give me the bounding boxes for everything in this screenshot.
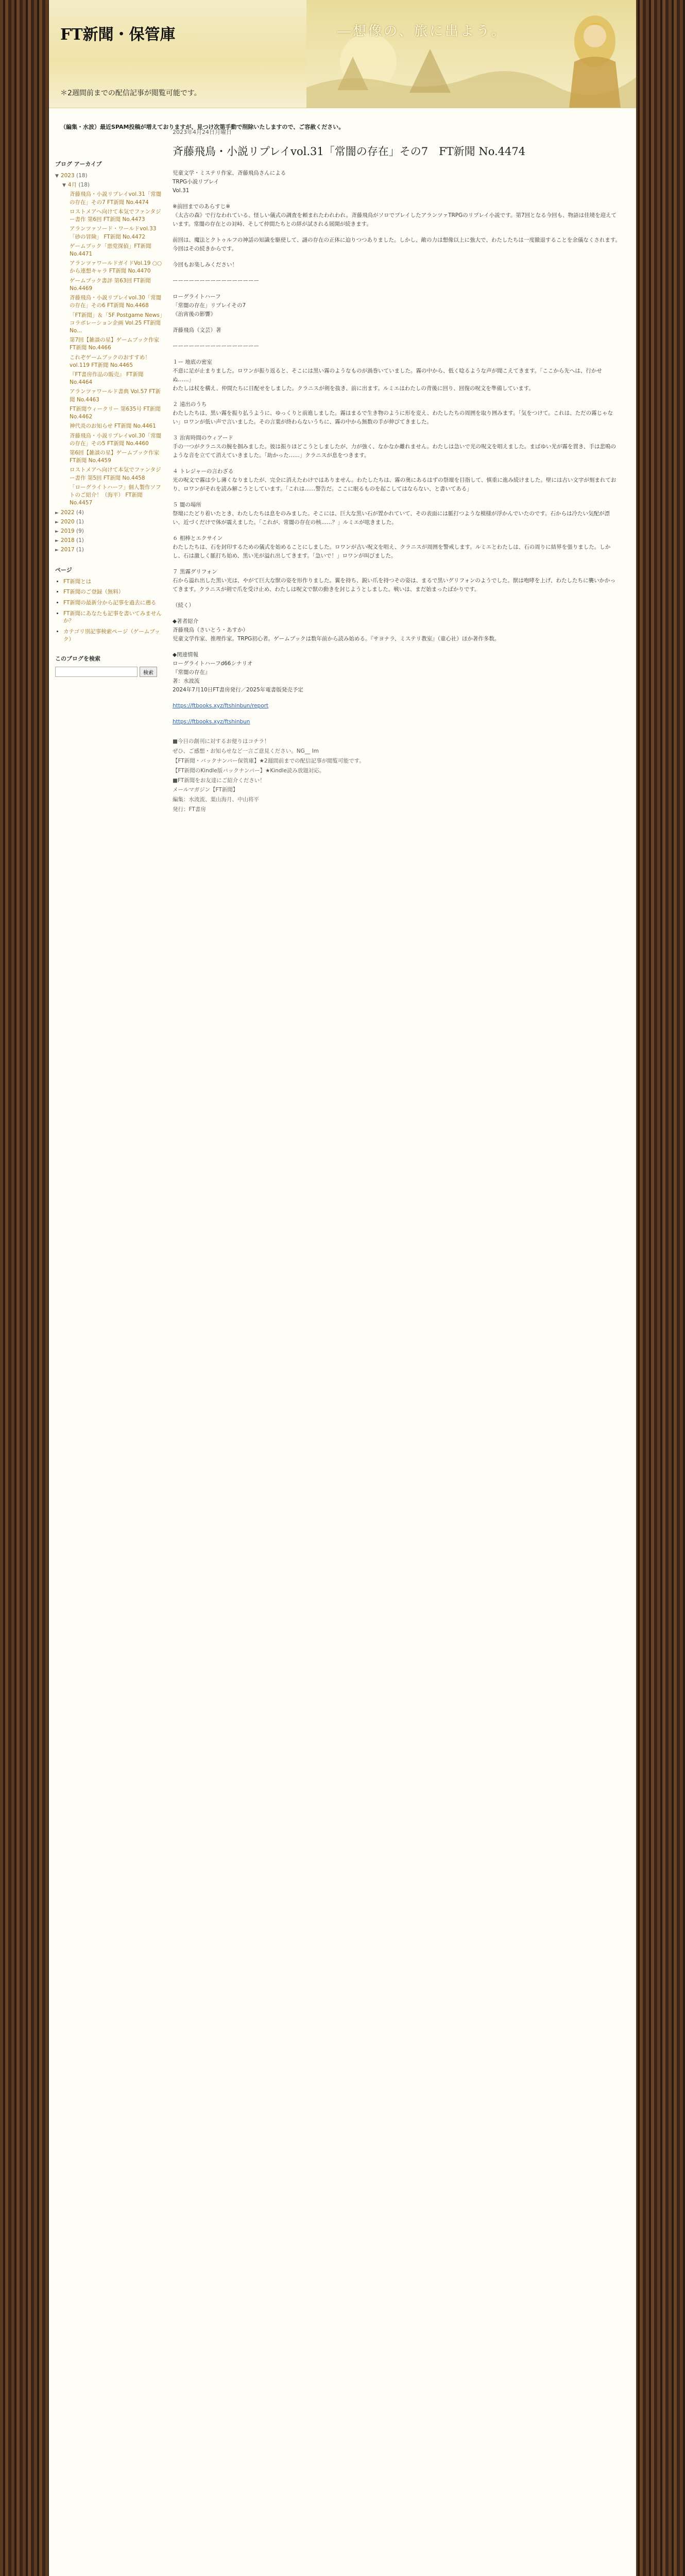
search-title: このブログを検索: [55, 655, 100, 663]
post-link[interactable]: https://ftbooks.xyz/ftshinbun: [173, 719, 250, 725]
header-catch-copy: ―想像の、旅に出よう。: [337, 24, 507, 39]
expand-right-icon[interactable]: ►: [55, 529, 59, 534]
archive-link[interactable]: アランツァワールド書典 Vol.57 FT新聞 No.4463: [70, 388, 161, 403]
post-paragraph: ーーーーーーーーーーーーーーーー: [173, 278, 259, 284]
archive-link[interactable]: 2022: [60, 509, 75, 516]
post-paragraph: 前回は、魔法とクトゥルフの神話の知識を駆使して、謎の存在の正体に迫りつつありました。しかし、敵の力は想像以上に強大で、わたしたちは一度撤退することを余儀なくされます。今回はその続きからです。: [173, 237, 621, 252]
page-item: [63, 610, 166, 625]
archive-link[interactable]: ロストメアへ向けて本気でファンタジー書作 第5回 FT新聞 No.4458: [70, 467, 161, 481]
archive-count: (18): [77, 182, 90, 189]
post-paragraph: ５ 闇の場所 祭壇にたどり着いたとき、わたしたちは息をのみました。そこには、巨大な黒い石が置かれていて、その表面には脈打つような模様が浮かんでいたのです。石からは冷たい気配が漂い、近づくだけで体が震えました。「これが、常闇の存在の核……？」ルミエが呟きました。: [173, 502, 610, 526]
archive-list: [55, 172, 166, 554]
archive-link[interactable]: アランツァワールドガイドVol.19 ○○から連想キャラ FT新聞 No.4470: [70, 260, 162, 275]
archive-item: [55, 484, 166, 507]
archive-item: [55, 405, 166, 421]
post-title[interactable]: 斉藤飛鳥・小説リプレイvol.31「常闇の存在」その7 FT新聞 No.4474: [173, 145, 526, 158]
archive-count: (9): [74, 528, 84, 534]
post-paragraph: 斉藤飛鳥（文芸）著: [173, 327, 221, 333]
page-item: [63, 599, 166, 607]
page-item: [63, 578, 166, 586]
archive-item: [55, 466, 166, 482]
post-paragraph: 児童文学・ミステリ作家、斉藤飛鳥さんによる TRPG小説リプレイ Vol.31: [173, 170, 286, 194]
header-illustration: [306, 0, 636, 108]
main-content: [173, 124, 621, 815]
post-date: 2023年4月24日月曜日: [173, 129, 232, 135]
sidebar: [55, 155, 166, 677]
post-paragraph: ローグライトハーフ 「常闇の存在」リプレイその7 《治宵後の影響》: [173, 294, 246, 317]
expand-down-icon[interactable]: ▼: [62, 183, 66, 189]
search-input[interactable]: [55, 667, 138, 677]
archive-count: (1): [74, 547, 84, 553]
page-item: [63, 588, 166, 596]
archive-item: [55, 371, 166, 386]
archive-item: [55, 260, 166, 275]
post-link[interactable]: https://ftbooks.xyz/ftshinbun/report: [173, 703, 269, 709]
footer-line: 【FT新聞のKindle版バックナンバー】★Kindle読み放題対応。: [173, 767, 325, 774]
archive-item: [55, 432, 166, 448]
archive-item: [55, 388, 166, 403]
footer-line: ■今日の創刊に対するお便りはコチラ！: [173, 738, 270, 744]
archive-link[interactable]: 斉藤飛鳥・小説リプレイvol.30「常闇の存在」その5 FT新聞 No.4460: [70, 432, 162, 447]
footer-line: メールマガジン【FT新聞】: [173, 787, 238, 793]
footer-line: ■FT新聞をお友達にご紹介ください！: [173, 777, 265, 784]
archive-link[interactable]: 2017: [60, 547, 75, 553]
archive-link[interactable]: 「FT新聞」＆「5F Postgame News」コラボレーション企画 Vol.25 FT新聞 No...: [70, 312, 165, 334]
archive-item: [55, 243, 166, 258]
expand-down-icon[interactable]: ▼: [55, 174, 59, 179]
blog-title[interactable]: FT新聞・保管庫: [60, 26, 176, 44]
post-paragraph: 今回もお楽しみください！: [173, 262, 237, 268]
archive-count: (1): [74, 537, 84, 544]
archive-link[interactable]: 2023: [60, 173, 75, 179]
archive-item: [55, 509, 166, 517]
archive-item: [55, 537, 166, 545]
archive-link[interactable]: 4月: [67, 182, 77, 189]
archive-item: [55, 172, 166, 180]
archive-item: [55, 528, 166, 535]
footer-line: ぜひ、ご感想・お知らせなど一言ご意見ください。NG__ Im: [173, 748, 319, 754]
post-paragraph: ７ 黒霧グリフォン 石から溢れ出した黒い光は、やがて巨大な獣の姿を形作りました。翼を持ち、鋭い爪を持つその姿は、まるで黒いグリフォンのようでした。獣は咆哮を上げ、わたしたちに襲いかかってきます。クラニスが剣で爪を受け止め、わたしは呪文で獣の動きを封じようとしました。戦いは、まだ始まったばかりです。: [173, 569, 615, 592]
archive-item: [55, 191, 166, 206]
archive-link[interactable]: 第7回【雑談の星】ゲームブック作家 FT新聞 No.4466: [70, 337, 159, 351]
archive-item: [55, 422, 166, 430]
archive-count: (4): [74, 509, 84, 516]
post-footer: [173, 737, 621, 815]
footer-line: 発行：FT書房: [173, 806, 206, 813]
post-paragraph: ４ トレジャーの言わざる 光の呪文で霧は少し薄くなりましたが、完全に消えたわけではありません。わたしたちは、霧の奥にあるはずの祭壇を目指して、慎重に進み続けました。壁には古い文字が刻まれており、ロワンがそれを読み解こうとしています。「これは……警告だ。ここに眠るものを起こしてはならない、と書いてある」: [173, 468, 616, 492]
archive-item: [55, 294, 166, 310]
archive-item: [55, 518, 166, 526]
archive-link[interactable]: これぞゲームブックのおすすめ！ vol.119 FT新聞 No.4465: [70, 354, 150, 368]
archive-item: [55, 181, 166, 189]
archive-item: [55, 225, 166, 241]
page-wrapper: [49, 0, 636, 2576]
page-link[interactable]: カテゴリ別記事検索ページ（ゲームブック）: [63, 629, 160, 642]
expand-right-icon[interactable]: ►: [55, 538, 59, 544]
expand-right-icon[interactable]: ►: [55, 510, 59, 516]
expand-right-icon[interactable]: ►: [55, 519, 59, 525]
archive-link[interactable]: 『FT書房作品の販売』 FT新聞 No.4464: [70, 371, 144, 386]
archive-count: (1): [74, 518, 84, 525]
archive-item: [55, 449, 166, 465]
archive-item: [55, 546, 166, 554]
archive-item: [55, 312, 166, 335]
page-item: [63, 628, 166, 643]
archive-link[interactable]: 斉藤飛鳥・小説リプレイvol.31「常闇の存在」その7 FT新聞 No.4474: [70, 191, 162, 206]
footer-line: 【FT新聞・バックナンバー保管庫】★2週間前までの配信記事が閲覧可能です。: [173, 757, 365, 764]
post-link-line: [173, 718, 621, 726]
archive-link[interactable]: 「ローグライトハーフ」個人製作ソフトのご紹介！（海平） FT新聞 No.4457: [70, 484, 161, 506]
archive-item: [55, 354, 166, 369]
spam-notice: （編集・水波）最近SPAM投稿が増えておりますが、見つけ次第手動で削除いたしますので、ご容赦ください。: [60, 124, 345, 130]
pages-title: ページ: [55, 566, 72, 573]
archive-link[interactable]: 2019: [60, 528, 75, 534]
archive-item: [55, 277, 166, 293]
archive-title: ブログ アーカイブ: [55, 161, 102, 167]
post-paragraph: １ー 地底の密室 不意に足が止まりました。ロワンが振り返ると、そこには黒い霧のようなものが渦巻いていました。霧の中から、低く唸るような声が聞こえてきます。「ここから先へは、行かせぬ……」 わたしは杖を構え、仲間たちに目配せをしました。クラニスが剣を抜き、前に出ます。ルミエはわたしの背後に回り、回復の呪文を準備しています。: [173, 359, 602, 392]
post-paragraph: （続く）: [173, 602, 194, 608]
blog-header: [49, 0, 636, 108]
archive-item: [55, 336, 166, 352]
post-paragraph: ３ 治宵時間のウィアード 手の一つがクラニスの腕を掴みました。彼は振りほどこうとしましたが、力が強く、なかなか離れません。わたしは急いで光の呪文を唱えました。まばゆい光が霧を貫き、手は悲鳴のような音を立てて消えていきました。「助かった……」クラニスが息をつきます。: [173, 435, 616, 459]
archive-link[interactable]: アランツァソード・ワールドvol.33「砂の冒険」 FT新聞 No.4472: [70, 226, 157, 240]
archive-count: (18): [74, 173, 88, 179]
archive-link[interactable]: 神代炎のお知らせ FT新聞 No.4461: [70, 423, 156, 430]
pages-list: [55, 578, 166, 643]
post-paragraph: ◆著者紹介 斉藤飛鳥（さいとう・あすか） 児童文学作家、推理作家。TRPG初心者。ゲームブックは数年前から読み始める。『サヨナラ、ミステリ教室』（童心社）ほか著作多数。: [173, 618, 500, 642]
page-link[interactable]: FT新聞のご登録（無料）: [63, 589, 124, 596]
page-link[interactable]: FT新聞の最新分から記事を過去に遡る: [63, 600, 157, 606]
blog-description: ＊2週間前までの配信記事が閲覧可能です。: [60, 89, 201, 97]
footer-line: 編集：水波流、葉山海月、中山将平: [173, 796, 259, 803]
expand-right-icon[interactable]: ►: [55, 548, 59, 553]
post-paragraph: ◆関連情報 ローグライトハーフd66シナリオ 『常闇の存在』 著：水波流 2024年7月10日FT書房発行／2025年電書版発売予定: [173, 652, 303, 693]
blog-search: [55, 667, 166, 677]
post-link-line: [173, 702, 621, 710]
archive-link[interactable]: 2020: [60, 518, 75, 525]
post-paragraph: ６ 相棒とエクサイン わたしたちは、石を封印するための儀式を始めることにしました。ロワンが古い呪文を唱え、クラニスが周囲を警戒します。ルミエとわたしは、石の周りに結界を張りました。しかし、石は激しく脈打ち始め、黒い光が溢れ出してきます。「急いで！」ロワンが叫びました。: [173, 535, 611, 559]
blog-archive: [55, 172, 166, 554]
post-paragraph: ーーーーーーーーーーーーーーーー: [173, 343, 259, 349]
archive-link[interactable]: 2018: [60, 537, 75, 544]
archive-link[interactable]: 第6回【雑談の星】ゲームブック作家 FT新聞 No.4459: [70, 450, 159, 464]
archive-link[interactable]: ゲームブック「悪党探偵」FT新聞 No.4471: [70, 243, 151, 257]
search-button[interactable]: 検索: [140, 667, 157, 677]
archive-link[interactable]: ゲームブック書評 第63回 FT新聞 No.4469: [70, 277, 151, 292]
post-paragraph: ２ 遠出のうち わたしたちは、黒い霧を振り払うように、ゆっくりと前進しました。霧はまるで生き物のように形を変え、わたしたちの周囲を取り囲みます。「気をつけて。これは、ただの霧じゃない」ロワンが低い声で言いました。その言葉が終わらないうちに、霧の中から無数の手が伸びてきました。: [173, 401, 613, 425]
page-link[interactable]: FT新聞にあなたも記事を書いてみませんか？: [63, 610, 162, 624]
archive-link[interactable]: 斉藤飛鳥・小説リプレイvol.30「常闇の存在」その6 FT新聞 No.4468: [70, 295, 162, 309]
archive-link[interactable]: ロストメアへ向けて本気でファンタジー書作 第6回 FT新聞 No.4473: [70, 208, 161, 223]
page-link[interactable]: FT新聞とは: [63, 578, 92, 585]
archive-item: [55, 208, 166, 224]
post-body: [173, 169, 621, 726]
archive-link[interactable]: FT新聞ウィークリー 第635号 FT新聞 No.4462: [70, 405, 161, 420]
post-paragraph: ※前回までのあらすじ※ 《太古の森》で行なわれている、怪しい儀式の調査を頼まれたわれわれ。斉藤飛鳥がソロでプレイしたアランツァTRPGのリプレイ小説です。第7回となる今回も、物語は佳境を迎えています。常闇の存在との対峙、そして仲間たちとの絆が試される展開が続きます。: [173, 204, 617, 227]
